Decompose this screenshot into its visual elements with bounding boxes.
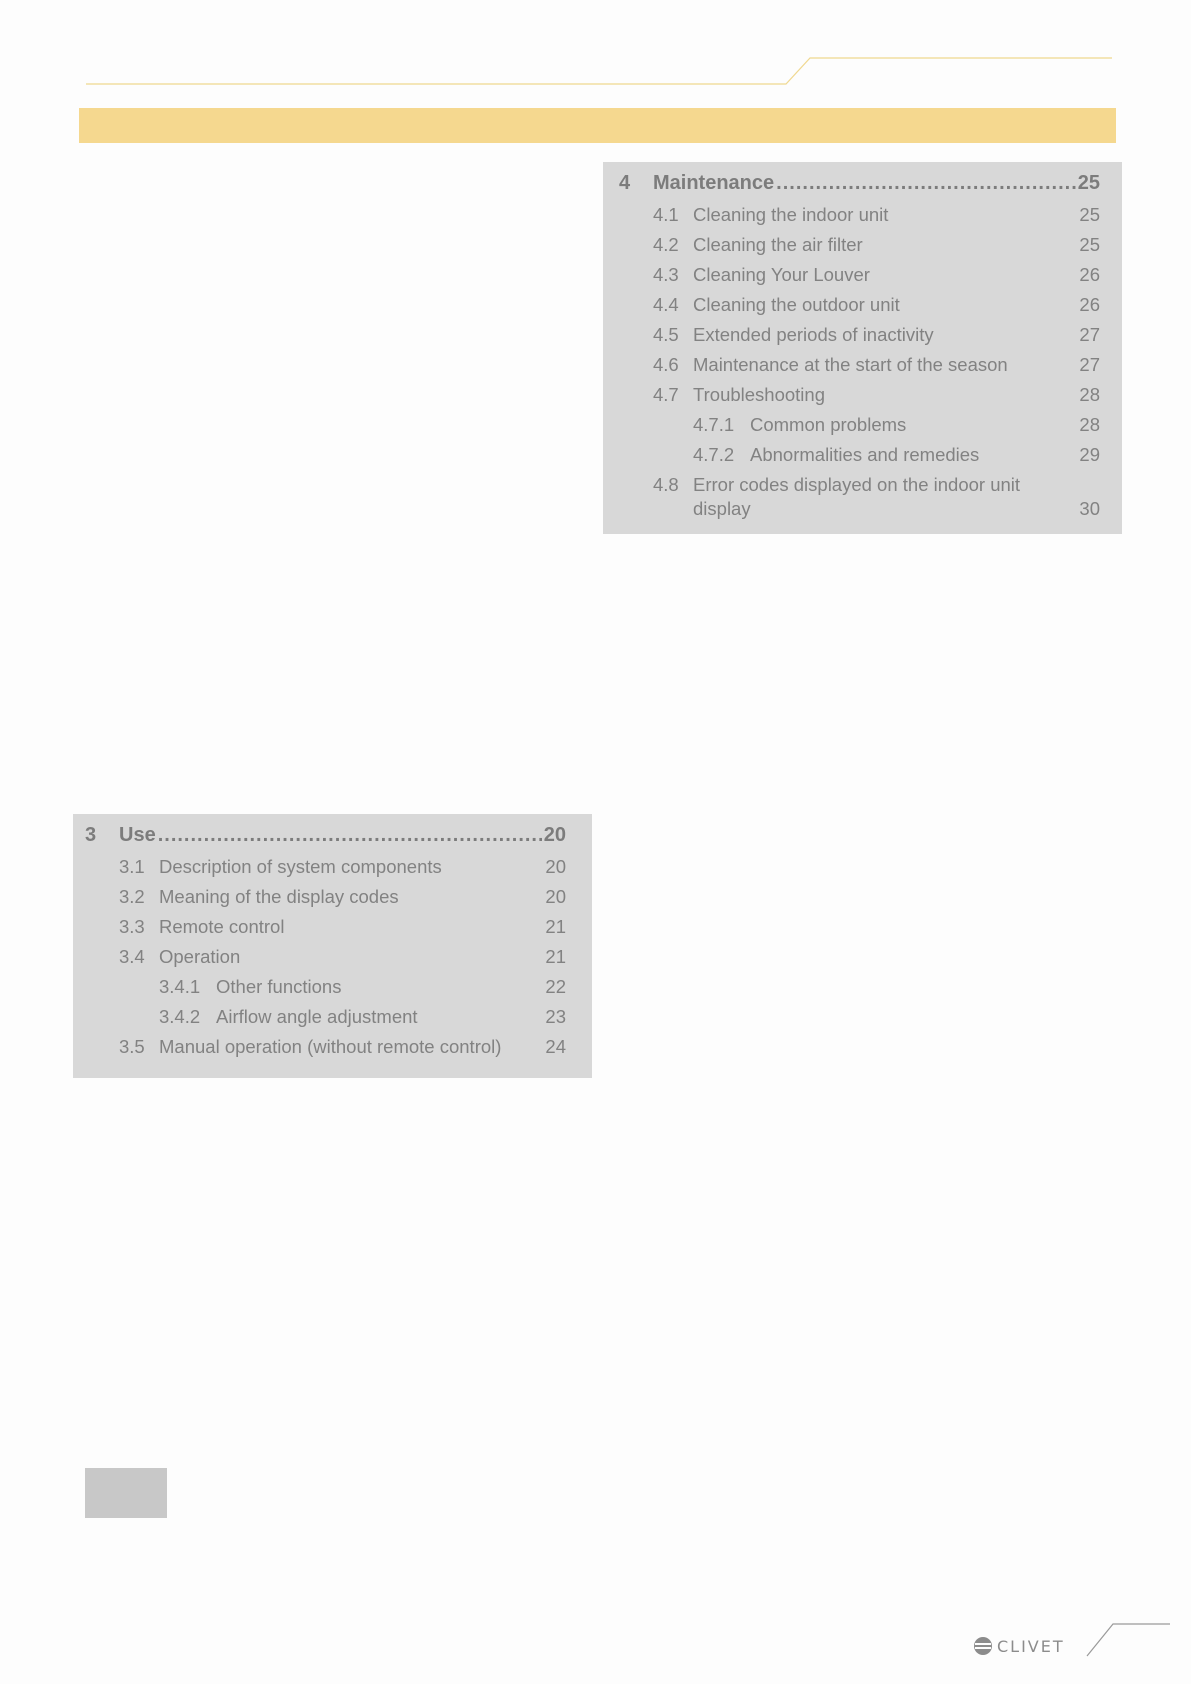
toc-entry[interactable] (619, 293, 1100, 317)
dot-leader (776, 172, 1076, 195)
toc-entry[interactable] (619, 203, 1100, 227)
entry-page: 24 (545, 1036, 566, 1057)
entry-number: 4.1 (653, 204, 679, 225)
toc-chapter-heading[interactable] (85, 824, 566, 847)
entry-title: Abnormalities and remedies (750, 444, 980, 465)
entry-title: Maintenance at the start of the season (693, 354, 1008, 375)
entry-title: Airflow angle adjustment (216, 1006, 418, 1027)
entry-title: Error codes displayed on the indoor unit display (693, 474, 1021, 519)
entry-page: 25 (1079, 234, 1100, 255)
entry-page: 27 (1079, 324, 1100, 345)
entry-number: 4.4 (653, 294, 679, 315)
entry-title: Other functions (216, 976, 342, 997)
toc-entry[interactable] (85, 885, 566, 909)
entry-number: 4.7 (653, 384, 679, 405)
entry-number: 4.7.1 (693, 414, 735, 435)
entry-title: Extended periods of inactivity (693, 324, 934, 345)
entry-page: 21 (545, 946, 566, 967)
entry-title: Description of system components (159, 856, 442, 877)
entry-page: 20 (545, 886, 566, 907)
toc-subentry[interactable] (85, 975, 566, 999)
entry-number: 4.6 (653, 354, 679, 375)
chapter-number: 4 (619, 172, 631, 194)
logo-mark-icon (973, 1636, 993, 1656)
toc-subentry[interactable] (619, 413, 1100, 437)
page-number-tab (85, 1468, 167, 1518)
chapter-page: 25 (1077, 172, 1100, 194)
entry-title: Meaning of the display codes (159, 886, 399, 907)
toc-subentry[interactable] (85, 1005, 566, 1029)
toc-entry[interactable] (85, 945, 566, 969)
toc-entry[interactable] (619, 383, 1100, 407)
chapter-page: 20 (543, 824, 566, 846)
entry-title: Operation (159, 946, 241, 967)
chapter-number: 3 (85, 824, 97, 846)
entry-page: 28 (1079, 384, 1100, 405)
entry-title: Cleaning the indoor unit (693, 204, 889, 225)
entry-number: 3.4 (119, 946, 145, 967)
toc-entry[interactable] (85, 915, 566, 939)
chapter-title: Use (119, 824, 156, 846)
chapter-title: Maintenance (653, 172, 775, 194)
entry-page: 27 (1079, 354, 1100, 375)
toc-entry[interactable] (85, 855, 566, 879)
entry-page: 22 (545, 976, 566, 997)
entry-number: 4.8 (653, 474, 679, 495)
entry-page: 21 (545, 916, 566, 937)
entry-page: 26 (1079, 294, 1100, 315)
entry-title: Common problems (750, 414, 907, 435)
section-header-band (79, 108, 1116, 143)
toc-entry[interactable] (85, 1035, 566, 1059)
toc-block-use (73, 814, 592, 1078)
entry-number: 3.5 (119, 1036, 145, 1057)
entry-number: 3.2 (119, 886, 145, 907)
header-decorative-line (0, 0, 1191, 100)
entry-title: Manual operation (without remote control) (159, 1036, 502, 1057)
toc-entry[interactable] (619, 353, 1100, 377)
entry-page: 23 (545, 1006, 566, 1027)
entry-title: Cleaning the air filter (693, 234, 863, 255)
entry-number: 4.7.2 (693, 444, 735, 465)
toc-entry[interactable] (619, 263, 1100, 287)
entry-page: 28 (1079, 414, 1100, 435)
entry-number: 3.1 (119, 856, 145, 877)
toc-entry[interactable] (619, 473, 1100, 521)
dot-leader (158, 824, 542, 847)
entry-number: 4.5 (653, 324, 679, 345)
brand-name: CLIVET (997, 1636, 1065, 1656)
entry-page: 25 (1079, 204, 1100, 225)
entry-page: 29 (1079, 444, 1100, 465)
entry-number: 3.3 (119, 916, 145, 937)
entry-number: 4.3 (653, 264, 679, 285)
entry-title: Cleaning Your Louver (693, 264, 870, 285)
toc-subentry[interactable] (619, 443, 1100, 467)
toc-chapter-heading[interactable] (619, 172, 1100, 195)
toc-entry[interactable] (619, 323, 1100, 347)
entry-page: 30 (1079, 498, 1100, 519)
toc-entry[interactable] (619, 233, 1100, 257)
entry-page: 20 (545, 856, 566, 877)
toc-block-maintenance (603, 162, 1122, 534)
entry-title: Remote control (159, 916, 285, 937)
entry-page: 26 (1079, 264, 1100, 285)
entry-title: Troubleshooting (693, 384, 825, 405)
entry-number: 3.4.1 (159, 976, 201, 997)
entry-number: 3.4.2 (159, 1006, 201, 1027)
brand-logo (973, 1636, 1065, 1656)
entry-title: Cleaning the outdoor unit (693, 294, 900, 315)
entry-number: 4.2 (653, 234, 679, 255)
